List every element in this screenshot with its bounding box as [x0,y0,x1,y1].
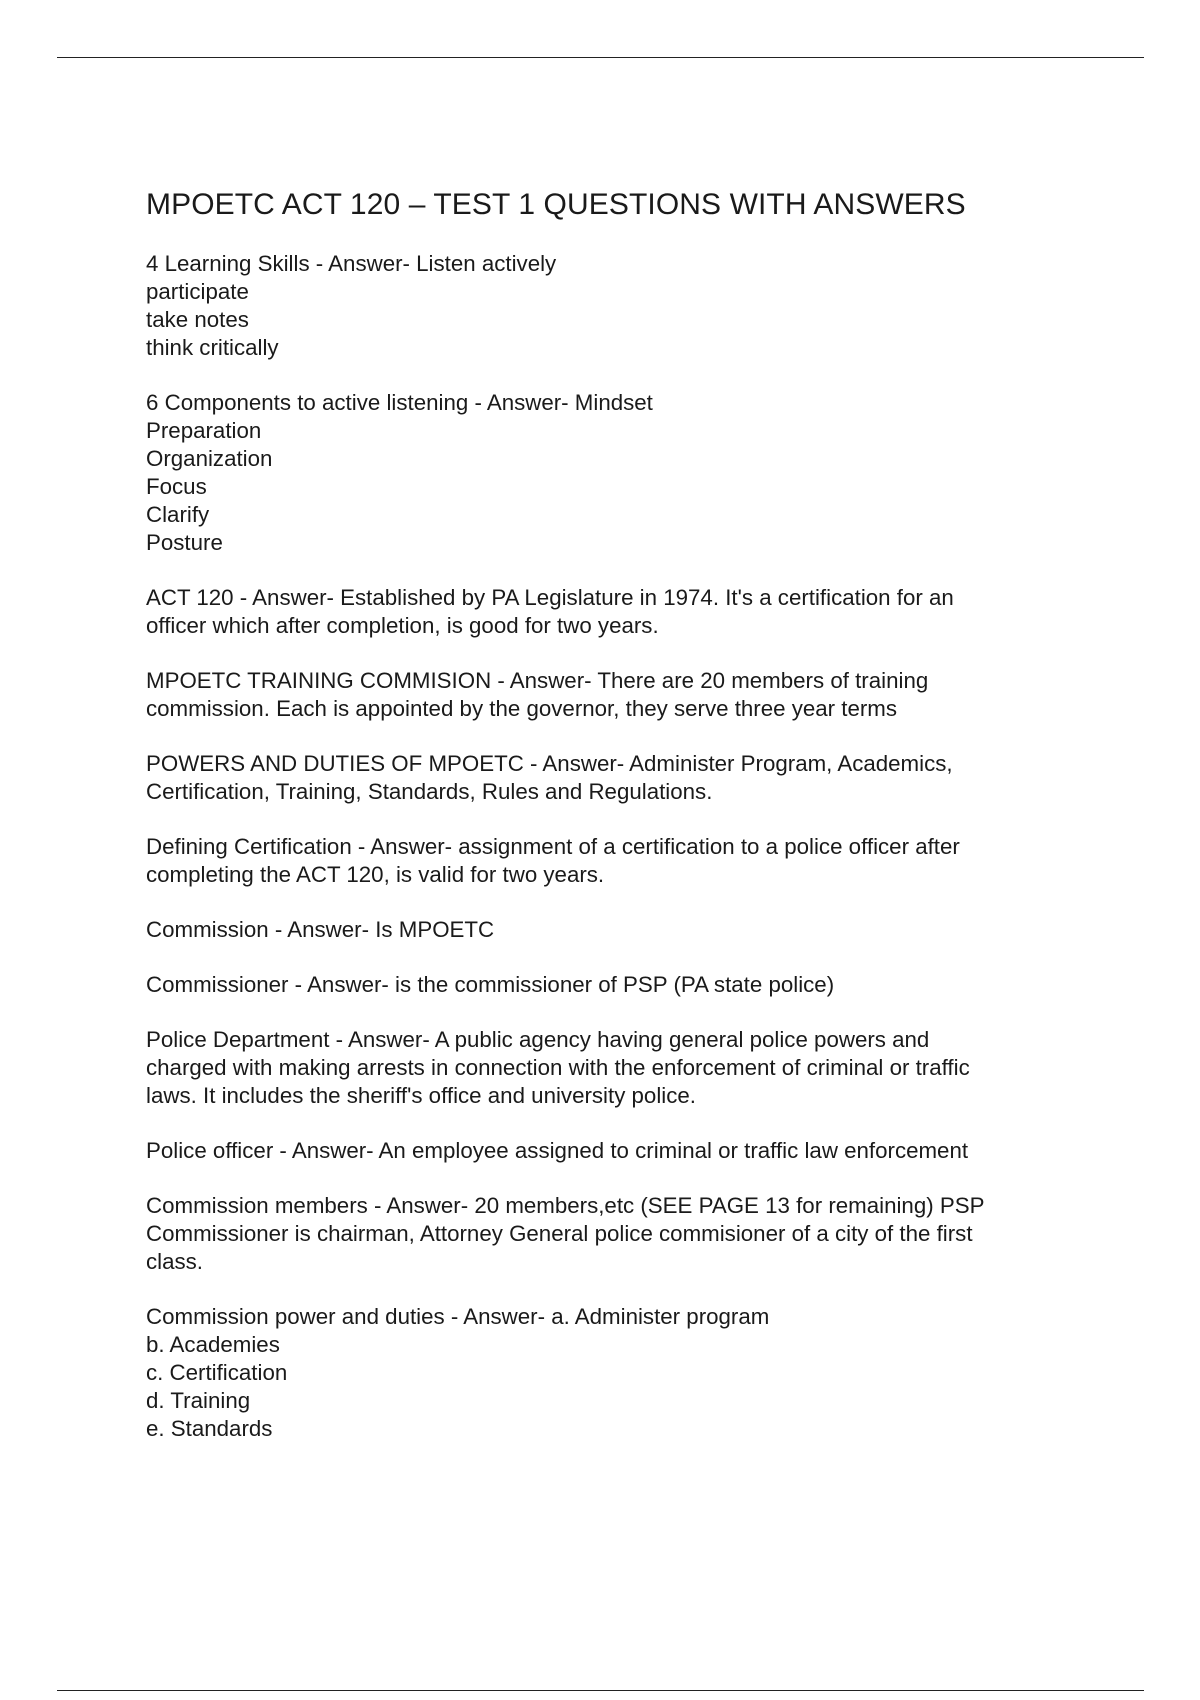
qa-entry-line: b. Academies [146,1332,280,1357]
qa-entry [146,833,1076,889]
qa-entry [146,1192,1076,1276]
qa-entry-line: officer which after completion, is good for two years. [146,613,659,638]
qa-entry-heading-line: Commission power and duties - Answer- a. Administer program [146,1304,770,1329]
qa-entry-heading-line: Commissioner - Answer- is the commissioner of PSP (PA state police) [146,972,835,997]
qa-entry-line: Preparation [146,418,262,443]
qa-entry-line: Clarify [146,502,210,527]
qa-entry-heading-line: Defining Certification - Answer- assignment of a certification to a police officer after [146,834,960,859]
qa-entry [146,916,1076,944]
qa-entry-line: c. Certification [146,1360,288,1385]
qa-entry-heading-line: POWERS AND DUTIES OF MPOETC - Answer- Administer Program, Academics, [146,751,953,776]
qa-entry-line: d. Training [146,1388,251,1413]
qa-entry-line: Organization [146,446,273,471]
qa-entry-heading-line: Police officer - Answer- An employee assigned to criminal or traffic law enforcement [146,1138,969,1163]
qa-entry [146,584,1076,640]
qa-entry [146,389,1076,557]
qa-entry-heading-line: ACT 120 - Answer- Established by PA Legislature in 1974. It's a certification for an [146,585,954,610]
qa-entry-line: commission. Each is appointed by the governor, they serve three year terms [146,696,898,721]
qa-entry [146,750,1076,806]
qa-entry-heading-line: Commission - Answer- Is MPOETC [146,917,495,942]
qa-entry-line: charged with making arrests in connection with the enforcement of criminal or traffic [146,1055,970,1080]
document-title: MPOETC ACT 120 – TEST 1 QUESTIONS WITH ANSWERS [146,188,966,221]
qa-entry-line: class. [146,1249,203,1274]
qa-entry-line: completing the ACT 120, is valid for two years. [146,862,605,887]
bottom-rule [57,1690,1144,1691]
qa-entry-heading-line: Commission members - Answer- 20 members,etc (SEE PAGE 13 for remaining) PSP [146,1193,985,1218]
qa-entry-line: Commissioner is chairman, Attorney General police commisioner of a city of the first [146,1221,973,1246]
qa-entry [146,250,1076,362]
qa-entry-line: think critically [146,335,279,360]
qa-entry [146,1303,1076,1443]
qa-entry-heading-line: MPOETC TRAINING COMMISION - Answer- There are 20 members of training [146,668,929,693]
qa-entry-line: participate [146,279,249,304]
qa-entry-heading-line: 6 Components to active listening - Answer- Mindset [146,390,653,415]
qa-entry-line: e. Standards [146,1416,273,1441]
document-body [146,183,1076,1470]
qa-entry-line: Posture [146,530,223,555]
qa-entry-heading-line: 4 Learning Skills - Answer- Listen actively [146,251,557,276]
qa-entry-line: Certification, Training, Standards, Rules and Regulations. [146,779,713,804]
qa-entry [146,971,1076,999]
qa-entry-heading-line: Police Department - Answer- A public agency having general police powers and [146,1027,930,1052]
qa-entry [146,667,1076,723]
qa-entry-line: Focus [146,474,207,499]
qa-entry-line: laws. It includes the sheriff's office and university police. [146,1083,696,1108]
qa-entry [146,1026,1076,1110]
qa-list [146,250,1076,1443]
qa-entry [146,1137,1076,1165]
top-rule [57,57,1144,58]
qa-entry-line: take notes [146,307,249,332]
